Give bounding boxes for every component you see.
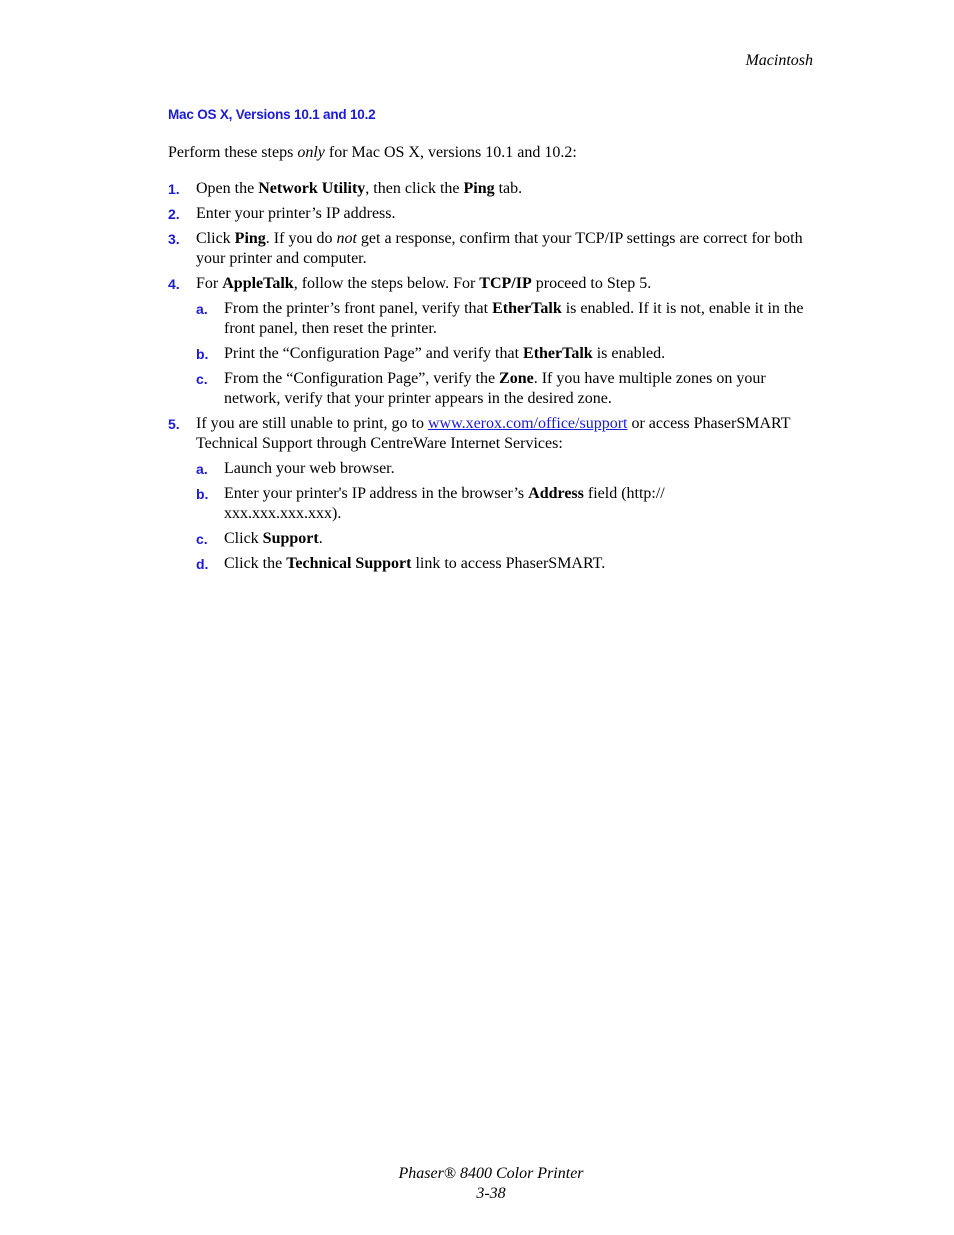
step-text: proceed to Step 5. bbox=[531, 275, 652, 292]
ui-term: TCP/IP bbox=[479, 275, 532, 292]
substep-5a bbox=[196, 459, 816, 479]
substep-4c bbox=[196, 369, 816, 409]
substep-letter: a. bbox=[196, 301, 208, 317]
substep-5c bbox=[196, 529, 816, 549]
step-text: From the printer’s front panel, verify that bbox=[224, 300, 493, 317]
ui-term: Ping bbox=[463, 180, 495, 197]
substep-letter: c. bbox=[196, 371, 208, 387]
intro-text-end: for Mac OS X, versions 10.1 and 10.2: bbox=[324, 144, 577, 161]
step-5 bbox=[168, 414, 816, 574]
ui-term: Network Utility bbox=[258, 180, 366, 197]
step-text: tab. bbox=[494, 180, 523, 197]
ui-term: EtherTalk bbox=[492, 300, 562, 317]
step-text: , follow the steps below. For bbox=[293, 275, 480, 292]
substep-5b bbox=[196, 484, 816, 524]
footer-page-number: 3-38 bbox=[476, 1185, 506, 1202]
step-text: Print the “Configuration Page” and verify that bbox=[224, 345, 524, 362]
step-text: xxx.xxx.xxx.xxx). bbox=[224, 505, 342, 522]
step-text: . If you have multiple zones on your network, verify that your printer appears in the desired zone. bbox=[224, 370, 766, 407]
step-text: or access PhaserSMART Technical Support through CentreWare Internet Services: bbox=[196, 415, 791, 452]
section-title: Mac OS X, Versions 10.1 and 10.2 bbox=[168, 107, 376, 122]
step-number: 5. bbox=[168, 416, 180, 432]
step-number: 2. bbox=[168, 206, 180, 222]
intro-paragraph bbox=[168, 144, 577, 162]
page-footer bbox=[0, 1164, 954, 1204]
intro-emphasis: only bbox=[297, 144, 325, 161]
substep-letter: c. bbox=[196, 531, 208, 547]
steps-list bbox=[168, 179, 816, 579]
step-text: field (http:// bbox=[583, 485, 665, 502]
substep-letter: a. bbox=[196, 461, 208, 477]
step-number: 3. bbox=[168, 231, 180, 247]
substep-4a bbox=[196, 299, 816, 339]
substep-5d bbox=[196, 554, 816, 574]
substep-4b bbox=[196, 344, 816, 364]
step-text: From the “Configuration Page”, verify the bbox=[224, 370, 500, 387]
ui-term: AppleTalk bbox=[222, 275, 294, 292]
step-text: Click the bbox=[224, 555, 287, 572]
step-text: get a response, confirm that your TCP/IP settings are correct for both your printer and computer. bbox=[196, 230, 803, 267]
ui-term: Zone bbox=[499, 370, 534, 387]
step-text: . bbox=[318, 530, 323, 547]
support-link[interactable]: www.xerox.com/office/support bbox=[427, 415, 628, 432]
emphasis: not bbox=[336, 230, 357, 247]
step-text: is enabled. bbox=[592, 345, 666, 362]
substep-letter: b. bbox=[196, 346, 209, 362]
step-text: . If you do bbox=[265, 230, 337, 247]
step-text: is enabled. If it is not, enable it in the front panel, then reset the printer. bbox=[224, 300, 804, 337]
step-text: Launch your web browser. bbox=[224, 460, 395, 477]
step-text: For bbox=[196, 275, 223, 292]
step-text: If you are still unable to print, go to bbox=[196, 415, 428, 432]
ui-term: Ping bbox=[234, 230, 266, 247]
ui-term: Technical Support bbox=[286, 555, 412, 572]
ui-term: Address bbox=[528, 485, 584, 502]
intro-text: Perform these steps bbox=[168, 144, 298, 161]
step-number: 4. bbox=[168, 276, 180, 292]
step-3 bbox=[168, 229, 816, 269]
ui-term: EtherTalk bbox=[523, 345, 593, 362]
step-4 bbox=[168, 274, 816, 409]
step-2 bbox=[168, 204, 816, 224]
step-text: Enter your printer’s IP address. bbox=[196, 205, 396, 222]
step-text: , then click the bbox=[365, 180, 464, 197]
step-text: Click bbox=[224, 530, 263, 547]
running-header: Macintosh bbox=[745, 52, 813, 69]
footer-product: Phaser® 8400 Color Printer bbox=[398, 1165, 584, 1182]
step-number: 1. bbox=[168, 181, 180, 197]
substep-letter: b. bbox=[196, 486, 209, 502]
step-text: Open the bbox=[196, 180, 259, 197]
step-text: link to access PhaserSMART. bbox=[411, 555, 606, 572]
step-text: Enter your printer's IP address in the browser’s bbox=[224, 485, 529, 502]
step-1 bbox=[168, 179, 816, 199]
ui-term: Support bbox=[262, 530, 319, 547]
substep-letter: d. bbox=[196, 556, 209, 572]
step-text: Click bbox=[196, 230, 235, 247]
